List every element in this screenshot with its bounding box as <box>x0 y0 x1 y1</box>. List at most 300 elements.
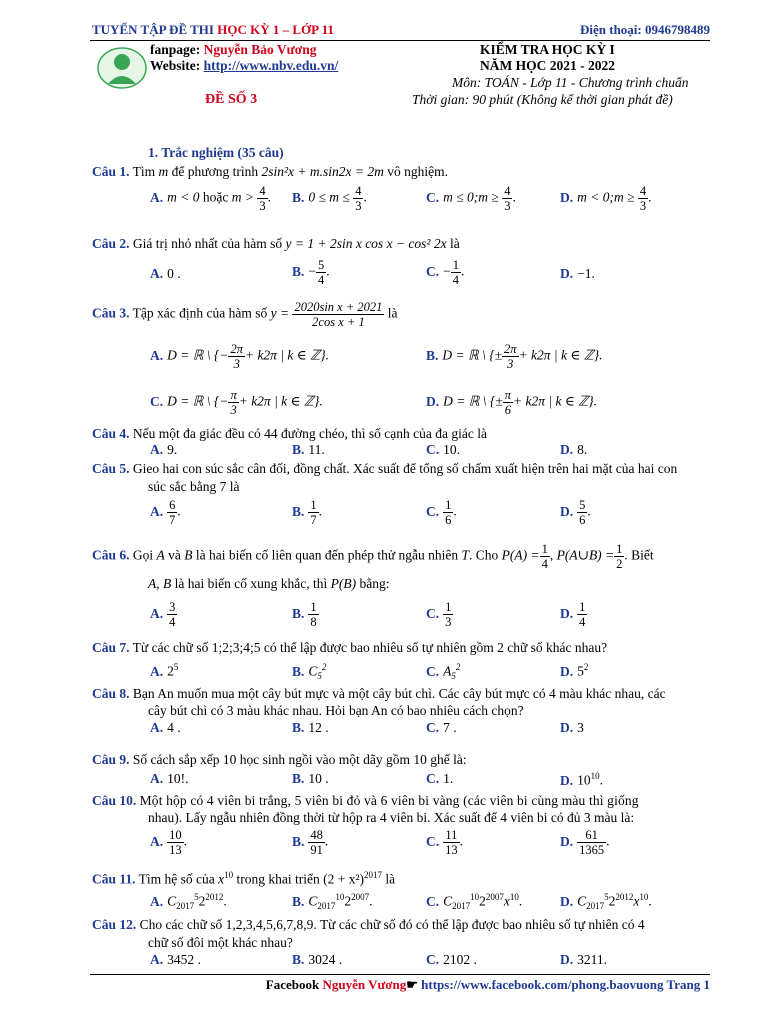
option-11b[interactable]: B. $C_{2017}^{10}2^{2007}$. <box>292 892 373 912</box>
option-6d[interactable] <box>560 600 587 629</box>
math-var: T <box>461 547 470 563</box>
question-12 <box>92 917 645 933</box>
question-10-continued: nhau). Lấy ngẫu nhiên đồng thời từ hộp ra 4 viên bi. Xác suất để 4 viên bi có đủ 3 màu là: <box>148 810 635 825</box>
question-text: vô nghiệm. <box>383 164 448 179</box>
option-letter: C. <box>426 720 440 735</box>
option-letter: D. <box>560 772 574 788</box>
option-letter: B. <box>426 347 439 363</box>
option-1d[interactable]: D. m < 0;m ≥ $\frac{4}{3}$ . <box>560 184 652 213</box>
option-10b[interactable]: B. $\frac{48}{91}$ . <box>292 828 329 857</box>
option-math: C <box>308 663 318 679</box>
denominator: 2 <box>616 557 623 571</box>
superscript: 2012 <box>205 892 224 902</box>
option-1a[interactable]: A. m < 0 hoặc m > $\frac{4}{3}$ . <box>150 184 271 213</box>
numerator: 4 <box>639 184 647 198</box>
numerator: 1 <box>445 498 452 512</box>
question-text: Một hộp có 4 viên bi trắng, 5 viên bi đỏ và 6 viên bi vàng (các viên bi cùng màu thì giống <box>139 793 639 808</box>
fraction <box>443 828 460 857</box>
question-text: Bạn An muốn mua một cây bút mực và một cây bút chì. Các cây bút mực có 4 màu khác nhau, các <box>132 686 666 701</box>
option-letter: D. <box>560 893 574 909</box>
numerator: 48 <box>310 828 323 842</box>
numerator: 2020sin x + 2021 <box>294 300 383 314</box>
option-letter: D. <box>560 833 574 849</box>
question-10 <box>92 793 639 809</box>
fraction <box>167 498 177 527</box>
option-letter: B. <box>292 263 305 279</box>
numerator: 1 <box>445 600 452 614</box>
option-10a[interactable]: A. $\frac{10}{13}$ . <box>150 828 187 857</box>
denominator: 3 <box>504 199 511 213</box>
option-7a[interactable] <box>150 662 178 680</box>
fraction <box>443 498 453 527</box>
denominator: 4 <box>169 615 176 629</box>
option-letter: B. <box>292 663 305 679</box>
option-12a[interactable] <box>150 952 201 968</box>
numerator: 4 <box>504 184 511 198</box>
option-5b[interactable]: B. $\frac{1}{7}$ . <box>292 498 323 527</box>
denominator: 13 <box>169 843 182 857</box>
option-math: + k2π | k ∈ ℤ}. <box>513 393 598 409</box>
math-prob: P(B) <box>330 576 357 591</box>
question-text: Từ các chữ số 1;2;3;4;5 có thể lập được bao nhiêu số tự nhiên gồm 2 chữ số khác nhau? <box>132 640 608 655</box>
superscript: 2012 <box>615 892 634 902</box>
option-math: A <box>443 663 452 679</box>
fraction <box>502 184 512 213</box>
option-2a[interactable] <box>150 266 181 282</box>
option-letter: B. <box>292 952 305 967</box>
option-letter: D. <box>560 605 574 621</box>
option-math: 0 ≤ m ≤ <box>308 189 350 205</box>
math-var: m <box>158 164 169 179</box>
superscript: 10 <box>470 892 480 902</box>
option-letter: B. <box>292 503 305 519</box>
question-text: bằng: <box>356 576 390 591</box>
numerator: 6 <box>169 498 176 512</box>
option-text: 7 . <box>443 720 457 735</box>
option-math: + k2π | k ∈ ℤ}. <box>238 393 323 409</box>
denominator: 3 <box>355 199 362 213</box>
option-math: m < 0;m ≥ <box>577 189 635 205</box>
question-text: trong khai triển <box>233 871 324 887</box>
superscript: 2007 <box>485 892 504 902</box>
question-text: . Biết <box>624 547 654 563</box>
option-sign: − <box>443 263 451 279</box>
option-4c[interactable] <box>426 442 460 458</box>
option-letter: C. <box>426 771 440 786</box>
denominator: 3 <box>507 357 514 371</box>
option-math: + k2π | k ∈ ℤ}. <box>518 347 603 363</box>
option-letter: B. <box>292 833 305 849</box>
option-letter: D. <box>426 393 440 409</box>
option-8c[interactable] <box>426 720 457 736</box>
fraction <box>308 498 318 527</box>
option-9a[interactable] <box>150 771 189 787</box>
option-math: m ≤ 0;m ≥ <box>443 189 499 205</box>
option-letter: D. <box>560 952 574 967</box>
option-text: 1. <box>443 771 454 786</box>
question-text: . Cho <box>469 547 502 563</box>
fanpage-line <box>150 42 316 58</box>
option-letter: B. <box>292 771 305 786</box>
option-letter: C. <box>426 442 440 457</box>
option-letter: D. <box>560 720 574 735</box>
numerator: π <box>230 388 237 402</box>
website-link[interactable]: http://www.nbv.edu.vn/ <box>203 58 339 73</box>
option-10c[interactable]: C. $\frac{11}{13}$ . <box>426 828 463 857</box>
numerator: 3 <box>169 600 176 614</box>
fraction <box>308 600 318 629</box>
option-8b[interactable] <box>292 720 329 736</box>
denominator: 4 <box>452 273 459 287</box>
question-text: Cho các chữ số 1,2,3,4,5,6,7,8,9. Từ các chữ số đó có thể lập được bao nhiêu số tự nhiên có 4 <box>139 917 645 932</box>
question-3 <box>92 300 398 329</box>
option-letter: D. <box>560 503 574 519</box>
superscript: 10 <box>509 892 519 902</box>
option-text: 10. <box>443 442 460 457</box>
fraction <box>443 600 453 629</box>
fraction <box>502 342 519 371</box>
numerator: 1 <box>452 258 459 272</box>
math-var: A <box>156 547 165 563</box>
option-9b[interactable] <box>292 771 329 787</box>
option-text: 10 . <box>308 771 329 786</box>
denominator: 6 <box>579 513 586 527</box>
option-text: 2102 . <box>443 952 477 967</box>
option-2d[interactable] <box>560 266 595 282</box>
denominator: 4 <box>318 273 325 287</box>
superscript: 10 <box>335 892 345 902</box>
question-5 <box>92 461 677 477</box>
option-letter: B. <box>292 189 305 205</box>
option-letter: A. <box>150 952 164 967</box>
fraction <box>451 258 461 287</box>
question-label: Câu 2. <box>92 236 130 251</box>
question-2 <box>92 236 460 252</box>
header-phone: Điện thoại: 0946798489 <box>580 22 710 37</box>
question-text: để phương trình <box>168 164 262 179</box>
question-8-continued: cây bút chì có 3 màu khác nhau. Hỏi bạn An có bao nhiêu cách chọn? <box>148 703 524 718</box>
option-text: 0 . <box>167 266 181 281</box>
question-text: Tìm hệ số của <box>138 871 219 887</box>
math-expression: (2 + x²) <box>323 871 365 887</box>
question-text: là hai biến cố xung khắc, thì <box>171 576 331 591</box>
footer <box>266 977 710 993</box>
numerator: 2π <box>230 342 243 356</box>
fraction <box>503 388 513 417</box>
option-11c[interactable]: C. $C_{2017}^{10}2^{2007}x^{10}$. <box>426 892 523 912</box>
option-letter: B. <box>292 605 305 621</box>
question-text: là <box>384 305 398 321</box>
option-letter: D. <box>560 189 574 205</box>
question-label: Câu 11. <box>92 871 136 887</box>
option-7b[interactable] <box>292 662 326 681</box>
option-3c[interactable] <box>150 388 323 417</box>
fraction <box>316 258 326 287</box>
option-6a[interactable] <box>150 600 177 629</box>
option-9d[interactable]: D. $10^{10}$. <box>560 771 603 788</box>
option-math: x <box>503 893 510 909</box>
exam-title: KIỂM TRA HỌC KỲ I <box>480 42 615 57</box>
option-text: 4 . <box>167 720 181 735</box>
option-3d[interactable] <box>426 388 597 417</box>
fraction <box>353 184 363 213</box>
option-1c[interactable]: C. m ≤ 0;m ≥ $\frac{4}{3}$ . <box>426 184 516 213</box>
option-math: C <box>167 893 177 909</box>
fraction <box>577 600 587 629</box>
duration-line: Thời gian: 90 phút (Không kể thời gian phát đề) <box>412 92 673 107</box>
header-series-title <box>92 22 334 38</box>
option-text: 3 <box>577 720 584 735</box>
question-label: Câu 6. <box>92 547 130 563</box>
question-text: Gieo hai con súc sắc cân đối, đồng chất. Xác suất để tổng số chấm xuất hiện trên hai mặt của hai con <box>132 461 678 476</box>
option-5d[interactable]: D. $\frac{5}{6}$ . <box>560 498 591 527</box>
subscript: 5 <box>317 671 322 682</box>
superscript: 2017 <box>364 870 383 880</box>
option-2b[interactable]: B. − $\frac{5}{4}$ . <box>292 258 330 287</box>
question-text: là <box>446 236 460 251</box>
superscript: 5 <box>604 892 609 902</box>
option-9c[interactable] <box>426 771 453 787</box>
option-5c[interactable]: C. $\frac{1}{6}$ . <box>426 498 457 527</box>
option-4d[interactable] <box>560 442 587 458</box>
option-letter: A. <box>150 833 164 849</box>
question-11 <box>92 870 395 888</box>
fraction <box>257 184 267 213</box>
denominator: 3 <box>445 615 452 629</box>
option-letter: A. <box>150 347 164 363</box>
option-6c[interactable] <box>426 600 453 629</box>
question-text: là <box>382 871 396 887</box>
option-3a[interactable] <box>150 342 329 371</box>
superscript: 2 <box>583 662 589 672</box>
footer-prefix: Facebook <box>265 977 323 992</box>
option-2c[interactable]: C. − $\frac{1}{4}$ . <box>426 258 465 287</box>
option-math: D = ℝ \ {− <box>167 347 229 363</box>
option-letter: C. <box>426 893 440 909</box>
fraction <box>577 828 606 857</box>
denominator: 2cos x + 1 <box>312 315 365 329</box>
subscript: 5 <box>451 671 456 682</box>
question-text: Tìm <box>132 164 159 179</box>
question-6-continued <box>148 576 389 592</box>
option-math: D = ℝ \ {± <box>443 393 503 409</box>
subject-line: Môn: TOÁN - Lớp 11 - Chương trình chuẩn <box>452 75 689 90</box>
option-letter: B. <box>292 720 305 735</box>
fraction <box>614 542 624 571</box>
website-line <box>150 58 338 74</box>
denominator: 4 <box>541 557 548 571</box>
option-12d[interactable] <box>560 952 607 968</box>
numerator: 1 <box>616 542 623 556</box>
fraction <box>292 300 384 329</box>
fraction <box>308 828 325 857</box>
option-math: 2 <box>479 893 486 909</box>
series-highlight: HỌC KỲ 1 – LỚP 11 <box>217 22 334 37</box>
option-letter: A. <box>150 771 164 786</box>
website-label: Website: <box>150 58 204 73</box>
option-text: 3024 . <box>308 952 343 967</box>
exam-code: ĐỀ SỐ 3 <box>205 92 258 107</box>
question-12-continued: chữ số đôi một khác nhau? <box>148 935 293 950</box>
superscript: 5 <box>173 662 179 672</box>
facebook-link[interactable]: https://www.facebook.com/phong.baovuong <box>421 977 664 992</box>
denominator: 1365 <box>579 843 605 857</box>
option-letter: A. <box>150 503 164 519</box>
numerator: 1 <box>310 498 317 512</box>
option-1b[interactable]: B. 0 ≤ m ≤ $\frac{4}{3}$ . <box>292 184 367 213</box>
question-text: Số cách sắp xếp 10 học sinh ngồi vào một dãy gồm 10 ghế là: <box>132 752 467 767</box>
question-text: và <box>164 547 185 563</box>
option-letter: C. <box>426 189 440 205</box>
fraction <box>638 184 648 213</box>
subscript: 2017 <box>176 901 195 912</box>
superscript: 2 <box>321 662 327 672</box>
option-math: C <box>308 893 318 909</box>
option-5a[interactable]: A. $\frac{6}{7}$ . <box>150 498 181 527</box>
superscript: 2 <box>455 662 461 672</box>
fanpage-name[interactable]: Nguyễn Bảo Vương <box>203 42 317 57</box>
option-text: 11. <box>308 442 325 457</box>
numerator: 1 <box>310 600 317 614</box>
fraction <box>540 542 550 571</box>
option-3b[interactable] <box>426 342 603 371</box>
numerator: 10 <box>169 828 182 842</box>
option-letter: A. <box>150 266 164 281</box>
option-7d[interactable] <box>560 662 588 680</box>
option-letter: C. <box>426 503 440 519</box>
option-math: 2 <box>608 893 616 909</box>
option-math: 2 <box>344 893 352 909</box>
option-10d[interactable]: D. $\frac{61}{1365}$ . <box>560 828 610 857</box>
option-letter: C. <box>426 952 440 967</box>
denominator: 3 <box>639 199 647 213</box>
denominator: 4 <box>579 615 586 629</box>
question-text: là hai biến cố liên quan đến phép thử ngẫu nhiên <box>192 547 462 563</box>
denominator: 6 <box>504 403 511 417</box>
question-8 <box>92 686 666 702</box>
superscript: 10 <box>590 771 600 781</box>
denominator: 7 <box>310 513 317 527</box>
option-math: 10 <box>577 772 591 788</box>
numerator: 1 <box>541 542 548 556</box>
option-8d[interactable] <box>560 720 584 736</box>
series-prefix: TUYỂN TẬP ĐỀ THI <box>92 22 218 37</box>
numerator: 1 <box>579 600 586 614</box>
option-text: 3452 . <box>167 952 201 967</box>
math-var: y = <box>270 305 290 321</box>
math-prob: P(A) = <box>501 547 540 563</box>
footer-author: Nguyễn Vương <box>322 977 407 992</box>
option-math: D = ℝ \ {± <box>442 347 503 363</box>
option-12c[interactable] <box>426 952 477 968</box>
option-4a[interactable] <box>150 442 177 458</box>
question-label: Câu 8. <box>92 686 130 701</box>
option-math: 2 <box>198 893 206 909</box>
math-function: y = 1 + 2sin x cos x − cos² 2x <box>285 236 447 251</box>
fraction <box>167 600 177 629</box>
option-letter: A. <box>150 663 164 679</box>
option-letter: C. <box>426 663 440 679</box>
numerator: 5 <box>579 498 586 512</box>
option-math: m < 0 <box>167 189 200 205</box>
option-letter: C. <box>426 263 440 279</box>
option-math: 2 <box>167 663 174 679</box>
subscript: 2017 <box>317 901 336 912</box>
denominator: 3 <box>230 403 237 417</box>
denominator: 8 <box>310 615 317 629</box>
option-letter: A. <box>150 893 164 909</box>
option-letter: C. <box>426 833 440 849</box>
question-6 <box>92 542 654 571</box>
pointing-hand-icon: ☛ <box>406 977 422 992</box>
math-var: x <box>218 871 225 887</box>
option-6b[interactable] <box>292 600 319 629</box>
option-letter: A. <box>150 442 164 457</box>
option-8a[interactable] <box>150 720 181 736</box>
option-text: 8. <box>577 442 588 457</box>
math-var: A, B <box>148 576 172 591</box>
page-number: Trang 1 <box>663 977 710 992</box>
question-text: Gọi <box>132 547 157 563</box>
question-label: Câu 7. <box>92 640 130 655</box>
header-divider <box>90 40 710 41</box>
option-letter: C. <box>150 393 164 409</box>
denominator: 3 <box>259 199 266 213</box>
option-letter: D. <box>560 266 574 281</box>
option-12b[interactable] <box>292 952 342 968</box>
subscript: 2017 <box>452 901 471 912</box>
denominator: 91 <box>310 843 323 857</box>
math-var: B <box>184 547 193 563</box>
question-7 <box>92 640 607 656</box>
question-text: Giá trị nhỏ nhất của hàm số <box>132 236 286 251</box>
numerator: π <box>504 388 512 402</box>
option-letter: C. <box>426 605 440 621</box>
option-text: −1. <box>577 266 595 281</box>
question-9 <box>92 752 467 768</box>
option-math: m > <box>231 189 254 205</box>
option-text: 3211. <box>577 952 607 967</box>
option-math: C <box>577 893 587 909</box>
option-4b[interactable] <box>292 442 325 458</box>
option-letter: B. <box>292 893 305 909</box>
denominator: 7 <box>169 513 176 527</box>
option-math: + k2π | k ∈ ℤ}. <box>244 347 329 363</box>
footer-divider <box>90 974 710 975</box>
numerator: 4 <box>355 184 362 198</box>
numerator: 5 <box>318 258 325 272</box>
option-11d[interactable]: D. $C_{2017}^52^{2012}x^{10}$. <box>560 892 652 912</box>
superscript: 10 <box>224 870 234 880</box>
denominator: 6 <box>445 513 452 527</box>
math-prob: , P(A∪B) = <box>549 547 615 563</box>
option-text: 10!. <box>167 771 189 786</box>
question-1 <box>92 164 448 180</box>
option-letter: B. <box>292 442 305 457</box>
math-equation: 2sin²x + m.sin2x = 2m <box>261 164 384 179</box>
school-year: NĂM HỌC 2021 - 2022 <box>480 58 615 73</box>
option-math: x <box>633 893 640 909</box>
question-label: Câu 10. <box>92 793 137 808</box>
question-label: Câu 4. <box>92 426 130 441</box>
option-7c[interactable] <box>426 662 460 681</box>
numerator: 2π <box>504 342 517 356</box>
question-text: Nếu một đa giác đều có 44 đường chéo, thì số cạnh của đa giác là <box>132 426 487 441</box>
question-label: Câu 9. <box>92 752 130 767</box>
question-label: Câu 5. <box>92 461 130 476</box>
option-11a[interactable]: A. $C_{2017}^52^{2012}$. <box>150 892 227 912</box>
superscript: 10 <box>639 892 649 902</box>
